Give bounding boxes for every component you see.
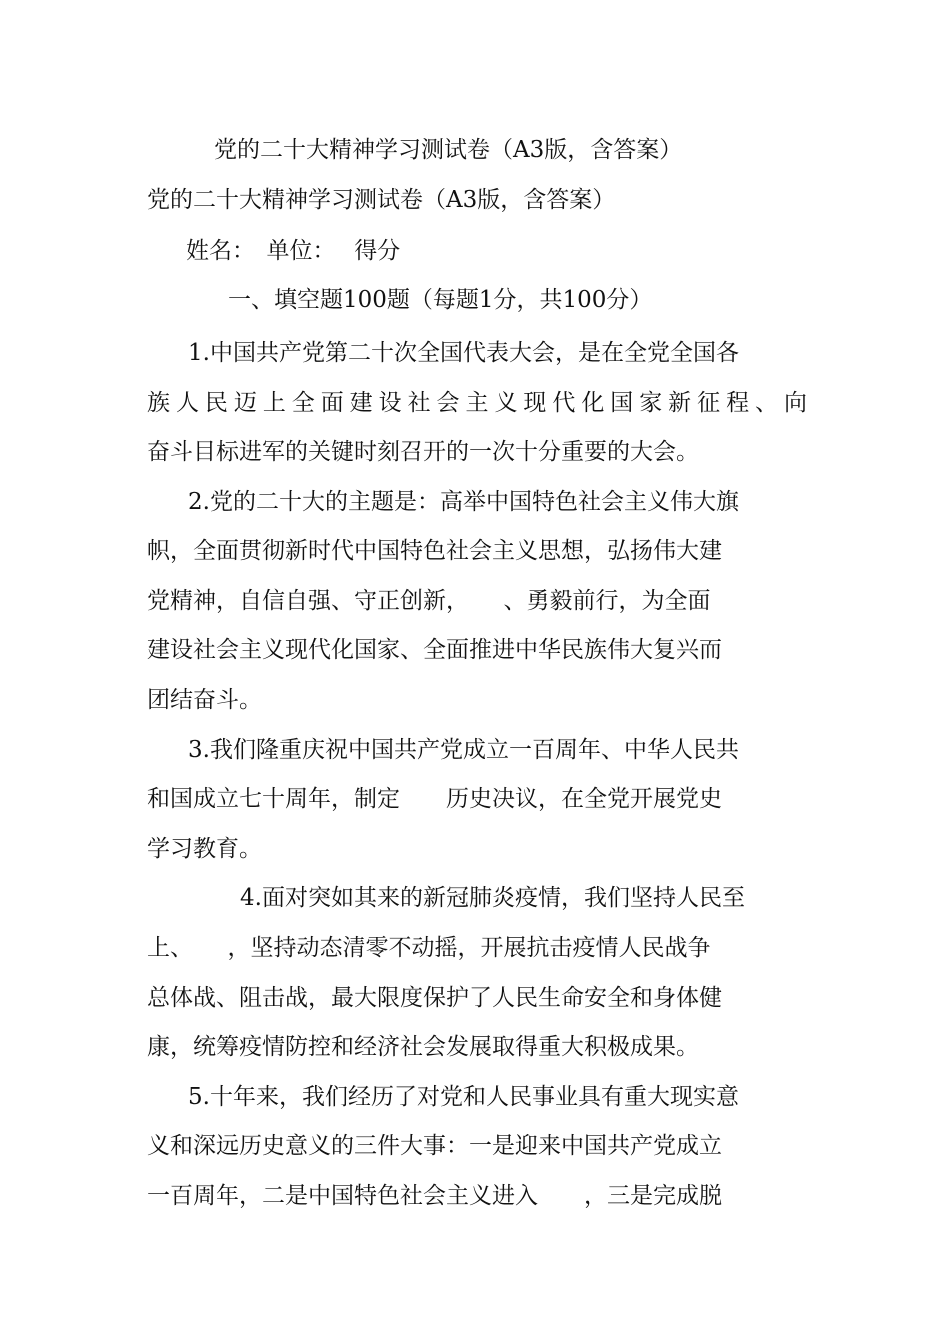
question-1-line-1: 1.中国共产党第二十次全国代表大会，是在全党全国各 <box>188 340 739 366</box>
question-4-line-1: 4.面对突如其来的新冠肺炎疫情，我们坚持人民至 <box>240 885 745 911</box>
question-5-line-1: 5.十年来，我们经历了对党和人民事业具有重大现实意 <box>188 1084 739 1110</box>
question-4-line-2: 上、 ，坚持动态清零不动摇，开展抗击疫情人民战争 <box>147 935 711 961</box>
question-2-line-3: 党精神，自信自强、守正创新， 、勇毅前行，为全面 <box>147 588 711 614</box>
question-2-line-4: 建设社会主义现代化国家、全面推进中华民族伟大复兴而 <box>147 637 722 663</box>
question-5-line-3: 一百周年，二是中国特色社会主义进入 ，三是完成脱 <box>147 1183 722 1209</box>
question-2-line-5: 团结奋斗。 <box>147 687 262 713</box>
question-5-line-2: 义和深远历史意义的三件大事：一是迎来中国共产党成立 <box>147 1133 722 1159</box>
question-2-line-1: 2.党的二十大的主题是：高举中国特色社会主义伟大旗 <box>188 489 739 515</box>
question-4-line-4: 康，统筹疫情防控和经济社会发展取得重大积极成果。 <box>147 1034 699 1060</box>
question-4-line-3: 总体战、阻击战，最大限度保护了人民生命安全和身体健 <box>147 985 722 1011</box>
info-line: 姓名： 单位： 得分 <box>186 238 401 264</box>
question-1-line-2: 族人民迈上全面建设社会主义现代化国家新征程、向 <box>147 390 807 416</box>
question-3-line-3: 学习教育。 <box>147 836 262 862</box>
question-2-line-2: 帜，全面贯彻新时代中国特色社会主义思想，弘扬伟大建 <box>147 538 722 564</box>
question-3-line-2: 和国成立七十周年，制定 历史决议，在全党开展党史 <box>147 786 722 812</box>
section-heading: 一、填空题100题（每题1分，共100分） <box>228 287 653 313</box>
question-3-line-1: 3.我们隆重庆祝中国共产党成立一百周年、中华人民共 <box>188 737 739 763</box>
document-title: 党的二十大精神学习测试卷（A3版，含答案） <box>214 137 683 163</box>
question-1-line-3: 奋斗目标进军的关键时刻召开的一次十分重要的大会。 <box>147 439 699 465</box>
document-title-repeat: 党的二十大精神学习测试卷（A3版，含答案） <box>147 187 616 213</box>
